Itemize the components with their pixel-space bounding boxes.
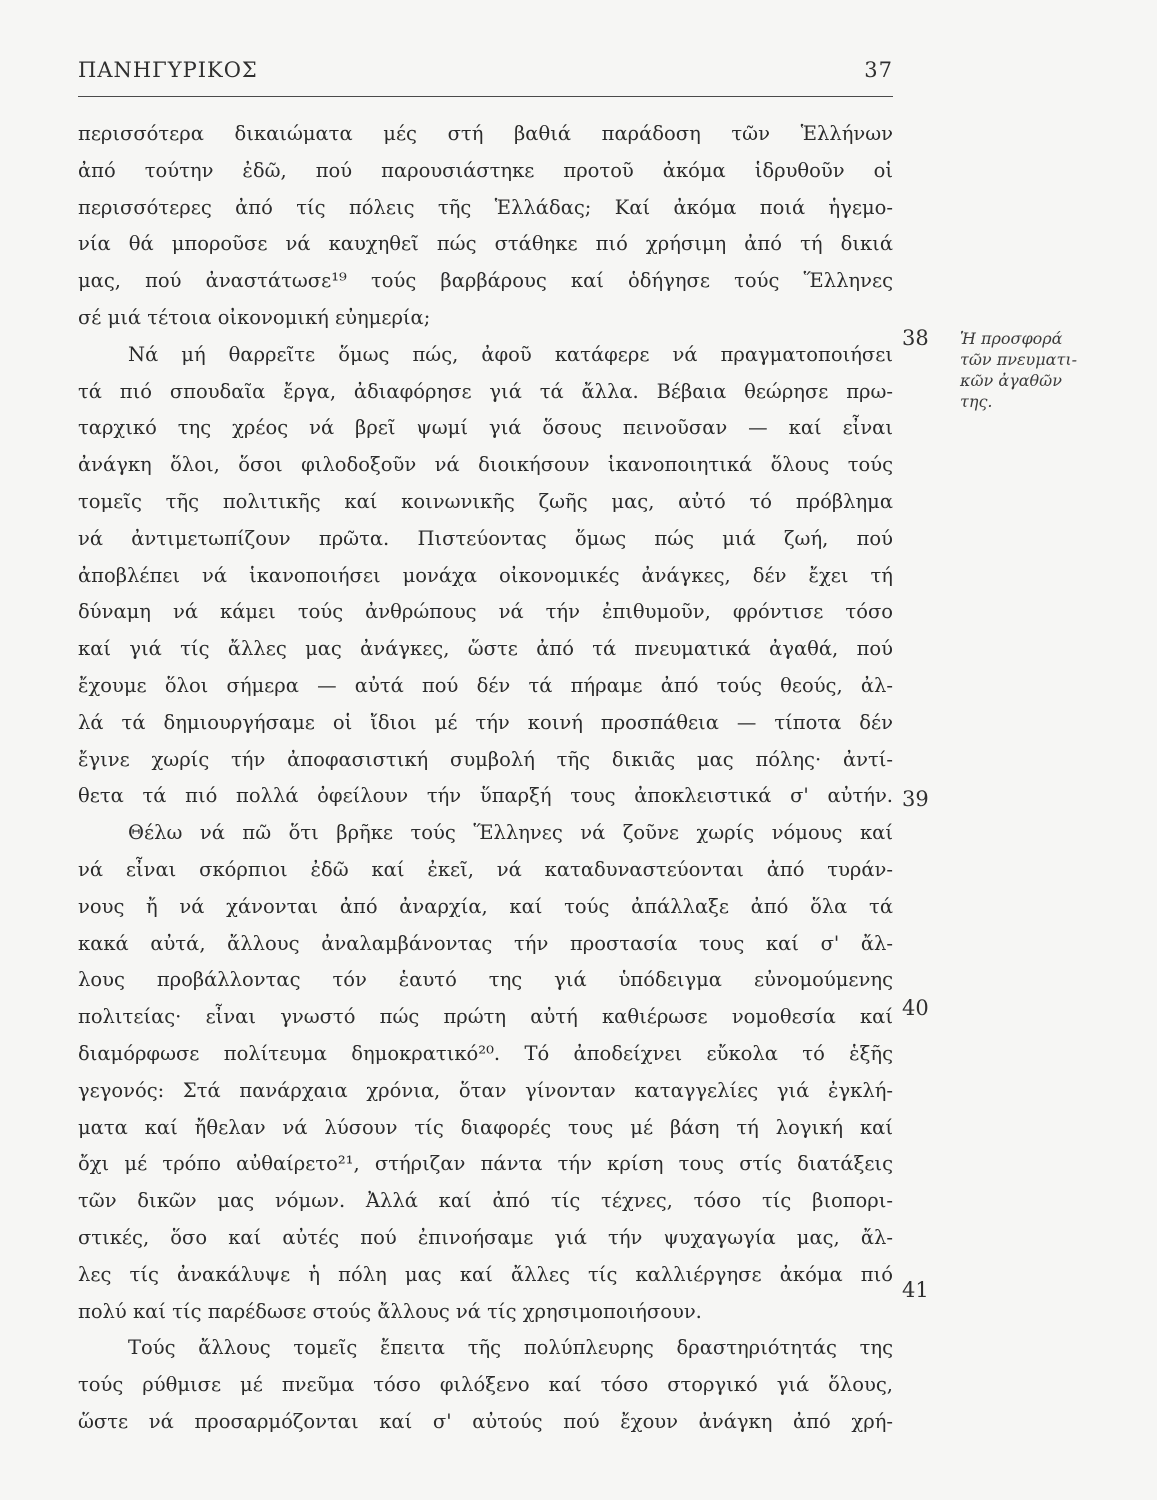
text-line: καί γιά τίς ἄλλες μας ἀνάγκες, ὥστε ἀπό τά πνευματικά ἀγαθά, πού xyxy=(78,637,893,661)
text-line: στικές, ὅσο καί αὐτές πού ἐπινοήσαμε γιά τήν ψυχαγωγία μας, ἄλ- xyxy=(78,1225,893,1249)
text-line: λους προβάλλοντας τόν ἑαυτό της γιά ὑπόδειγμα εὐνομούμενης xyxy=(78,968,893,992)
text-line: θετα τά πιό πολλά ὀφείλουν τήν ὕπαρξή τους ἀποκλειστικά σ' αὐτήν. xyxy=(78,784,893,808)
text-line: ἀποβλέπει νά ἱκανοποιήσει μονάχα οἰκονομικές ἀνάγκες, δέν ἔχει τή xyxy=(78,563,893,587)
text-line: νους ἤ νά χάνονται ἀπό ἀναρχία, καί τούς ἀπάλλαξε ἀπό ὅλα τά xyxy=(78,894,893,918)
text-line: ὥστε νά προσαρμόζονται καί σ' αὐτούς πού ἔχουν ἀνάγκη ἀπό χρή- xyxy=(78,1409,893,1433)
text-line: ἀνάγκη ὅλοι, ὅσοι φιλοδοξοῦν νά διοικήσουν ἱκανοποιητικά ὅλους τούς xyxy=(78,453,893,477)
text-line: Θέλω νά πῶ ὅτι βρῆκε τούς Ἕλληνες νά ζοῦνε χωρίς νόμους καί xyxy=(128,821,893,845)
text-line: ἔγινε χωρίς τήν ἀποφασιστική συμβολή τῆς δικιᾶς μας πόλης· ἀντί- xyxy=(78,747,893,771)
margin-note xyxy=(960,328,1120,412)
text-line: Τούς ἄλλους τομεῖς ἔπειτα τῆς πολύπλευρης δραστηριότητάς της xyxy=(128,1336,893,1360)
text-line: περισσότερες ἀπό τίς πόλεις τῆς Ἑλλάδας; Καί ἀκόμα ποιά ἡγεμο- xyxy=(78,195,893,219)
text-line: σέ μιά τέτοια οἰκονομική εὐημερία; xyxy=(78,305,431,329)
page-number: 37 xyxy=(864,58,893,82)
text-line: τούς ρύθμισε μέ πνεῦμα τόσο φιλόξενο καί τόσο στοργικό γιά ὅλους, xyxy=(78,1373,893,1397)
text-line: πολύ καί τίς παρέδωσε στούς ἄλλους νά τίς χρησιμοποιήσουν. xyxy=(78,1299,702,1323)
text-line: Νά μή θαρρεῖτε ὅμως πώς, ἀφοῦ κατάφερε νά πραγματοποιήσει xyxy=(128,342,893,366)
running-head xyxy=(78,58,893,82)
text-line: κακά αὐτά, ἄλλους ἀναλαμβάνοντας τήν προστασία τους καί σ' ἄλ- xyxy=(78,931,893,955)
text-line: ἀπό τούτην ἐδῶ, πού παρουσιάστηκε προτοῦ ἀκόμα ἱδρυθοῦν οἱ xyxy=(78,158,893,182)
margin-note-line: τῶν πνευματι- xyxy=(960,350,1077,369)
section-number-41: 41 xyxy=(902,1278,929,1302)
text-line: μας, πού ἀναστάτωσε¹⁹ τούς βαρβάρους καί ὁδήγησε τούς Ἕλληνες xyxy=(78,269,893,293)
section-number-39: 39 xyxy=(902,787,929,811)
text-line: ματα καί ἤθελαν νά λύσουν τίς διαφορές τους μέ βάση τή λογική καί xyxy=(78,1115,893,1139)
text-line: πολιτείας· εἶναι γνωστό πώς πρώτη αὐτή καθιέρωσε νομοθεσία καί xyxy=(78,1005,893,1029)
section-number-40: 40 xyxy=(902,996,929,1020)
text-line: τομεῖς τῆς πολιτικῆς καί κοινωνικῆς ζωῆς μας, αὐτό τό πρόβλημα xyxy=(78,489,893,513)
text-line: τῶν δικῶν μας νόμων. Ἀλλά καί ἀπό τίς τέχνες, τόσο τίς βιοπορι- xyxy=(78,1189,893,1213)
text-line: ὄχι μέ τρόπο αὐθαίρετο²¹, στήριζαν πάντα τήν κρίση τους στίς διατάξεις xyxy=(78,1152,893,1176)
text-line: ἔχουμε ὅλοι σήμερα — αὐτά πού δέν τά πήραμε ἀπό τούς θεούς, ἀλ- xyxy=(78,673,893,697)
text-line: νία θά μποροῦσε νά καυχηθεῖ πώς στάθηκε πιό χρήσιμη ἀπό τή δικιά xyxy=(78,232,893,256)
margin-note-line: Ἡ προσφορά xyxy=(960,329,1063,348)
text-line: λά τά δημιουργήσαμε οἱ ἴδιοι μέ τήν κοινή προσπάθεια — τίποτα δέν xyxy=(78,710,893,734)
body-text xyxy=(78,116,893,1441)
header-rule xyxy=(78,96,893,97)
text-line: νά ἀντιμετωπίζουν πρῶτα. Πιστεύοντας ὅμως πώς μιά ζωή, πού xyxy=(78,526,893,550)
running-head-title: ΠΑΝΗΓΥΡΙΚΟΣ xyxy=(78,58,258,82)
text-line: λες τίς ἀνακάλυψε ἡ πόλη μας καί ἄλλες τίς καλλιέργησε ἀκόμα πιό xyxy=(78,1262,893,1286)
margin-note-line: κῶν ἀγαθῶν xyxy=(960,371,1062,390)
text-line: περισσότερα δικαιώματα μές στή βαθιά παράδοση τῶν Ἑλλήνων xyxy=(78,122,893,145)
text-line: γεγονός: Στά πανάρχαια χρόνια, ὅταν γίνονταν καταγγελίες γιά ἐγκλή- xyxy=(78,1078,893,1102)
text-line: τά πιό σπουδαῖα ἔργα, ἀδιαφόρησε γιά τά ἄλλα. Βέβαια θεώρησε πρω- xyxy=(78,379,893,403)
margin-note-line: της. xyxy=(960,392,993,411)
section-number-38: 38 xyxy=(902,326,929,350)
text-line: ταρχικό της χρέος νά βρεῖ ψωμί γιά ὅσους πεινοῦσαν — καί εἶναι xyxy=(78,416,893,440)
text-line: νά εἶναι σκόρπιοι ἐδῶ καί ἐκεῖ, νά καταδυναστεύονται ἀπό τυράν- xyxy=(78,857,893,881)
text-line: διαμόρφωσε πολίτευμα δημοκρατικό²⁰. Τό ἀποδείχνει εὔκολα τό ἑξῆς xyxy=(78,1041,893,1065)
text-line: δύναμη νά κάμει τούς ἀνθρώπους νά τήν ἐπιθυμοῦν, φρόντισε τόσο xyxy=(78,600,893,624)
